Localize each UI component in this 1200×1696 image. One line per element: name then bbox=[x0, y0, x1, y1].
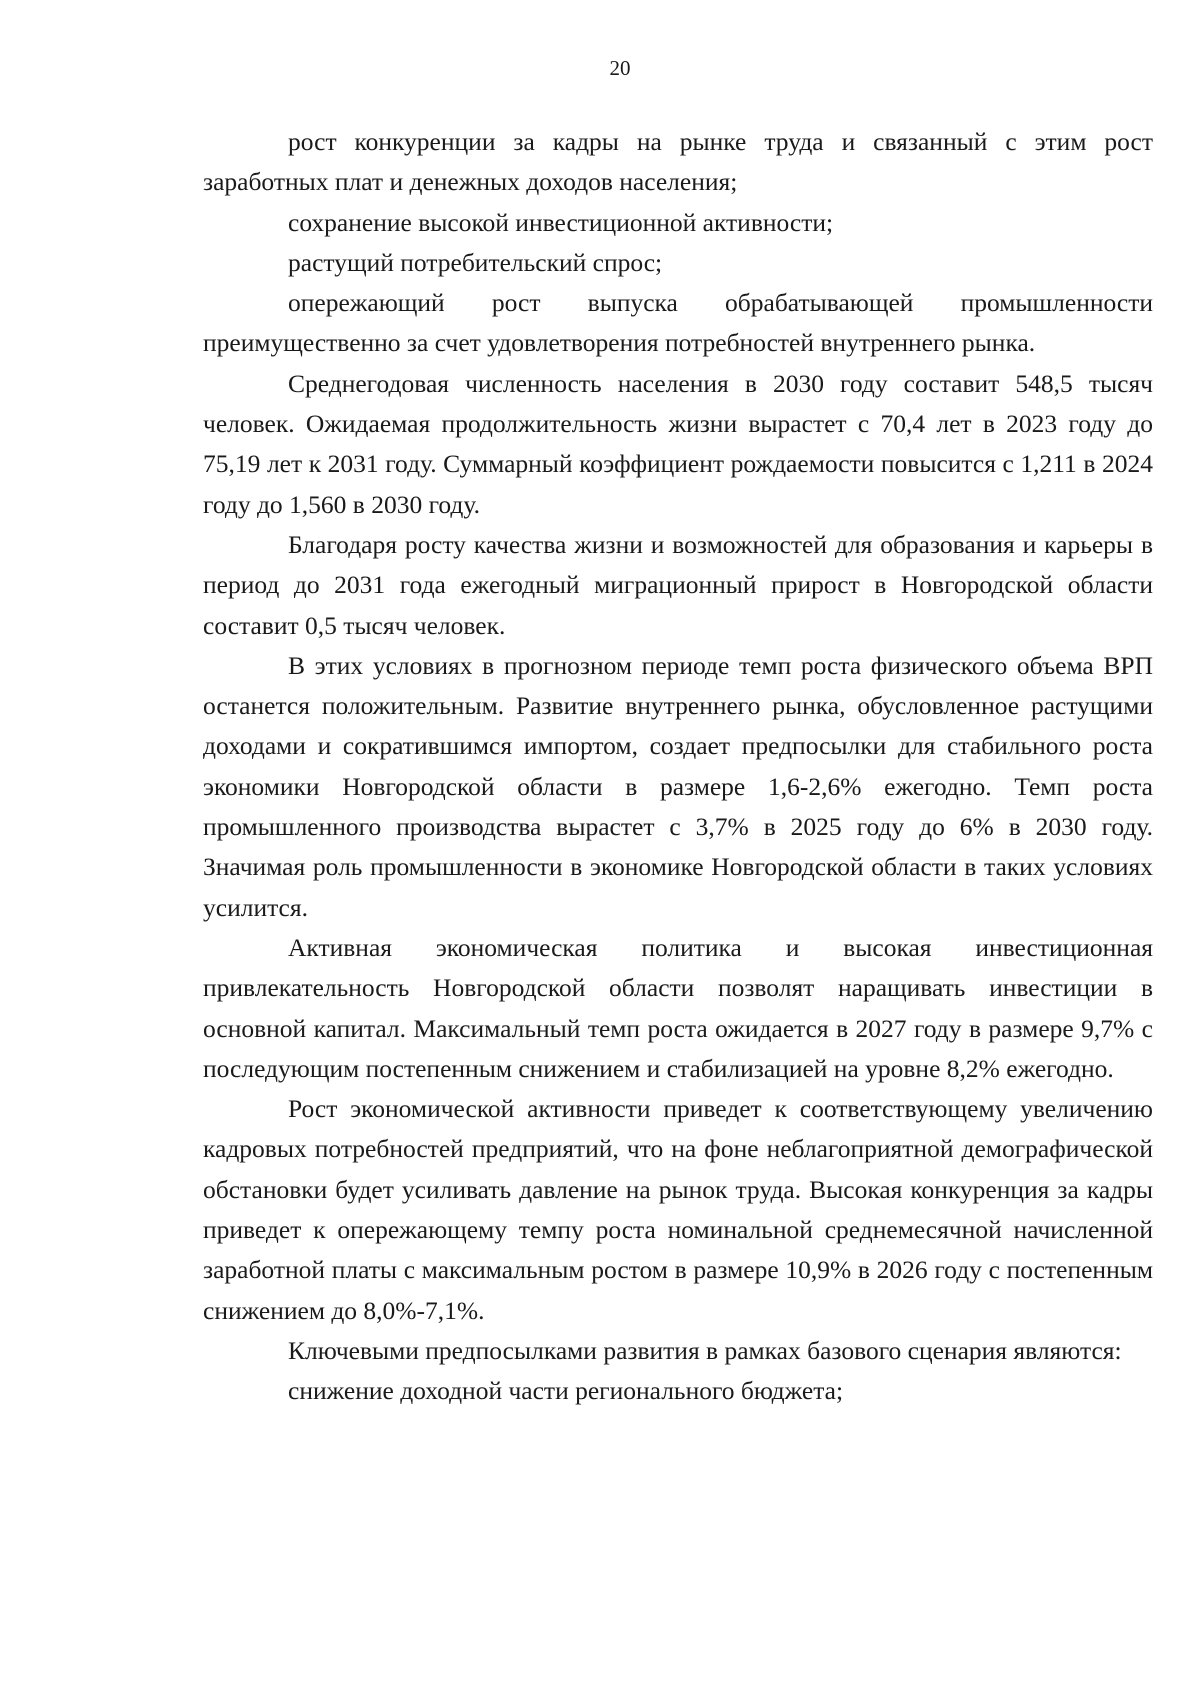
paragraph: В этих условиях в прогнозном периоде темп роста физического объема ВРП останется положительным. Развитие внутреннего рынка, обусловленное растущими доходами и сократившимся импортом, создает предпосылки для стабильного роста экономики Новгородской области в размере 1,6-2,6% ежегодно. Темп роста промышленного производства вырастет с 3,7% в 2025 году до 6% в 2030 году. Значимая роль промышленности в экономике Новгородской области в таких условиях усилится. bbox=[203, 650, 1153, 922]
paragraph: Благодаря росту качества жизни и возможностей для образования и карьеры в период до 2031 года ежегодный миграционный прирост в Новгородской области составит 0,5 тысяч человек. bbox=[203, 529, 1153, 640]
paragraph: Среднегодовая численность населения в 2030 году составит 548,5 тысяч человек. Ожидаемая продолжительность жизни вырастет с 70,4 лет в 2023 году до 75,19 лет к 2031 году. Суммарный коэффициент рождаемости повысится с 1,211 в 2024 году до 1,560 в 2030 году. bbox=[203, 368, 1153, 519]
paragraph: сохранение высокой инвестиционной активности; bbox=[288, 207, 834, 237]
paragraph: Активная экономическая политика и высокая инвестиционная привлекательность Новгородской области позволят наращивать инвестиции в основной капитал. Максимальный темп роста ожидается в 2027 году в размере 9,7% с последующим постепенным снижением и стабилизацией на уровне 8,2% ежегодно. bbox=[203, 932, 1153, 1083]
paragraph: Ключевыми предпосылками развития в рамках базового сценария являются: bbox=[288, 1335, 1122, 1365]
paragraph: рост конкуренции за кадры на рынке труда и связанный с этим рост заработных плат и денежных доходов населения; bbox=[203, 127, 1153, 197]
page-number: 20 bbox=[609, 56, 631, 80]
document-body bbox=[203, 122, 1153, 1412]
paragraph: Рост экономической активности приведет к соответствующему увеличению кадровых потребностей предприятий, что на фоне неблагоприятной демографической обстановки будет усиливать давление на рынок труда. Высокая конкуренция за кадры приведет к опережающему темпу роста номинальной среднемесячной начисленной заработной платы с максимальным ростом в размере 10,9% в 2026 году с постепенным снижением до 8,0%-7,1%. bbox=[203, 1094, 1153, 1325]
paragraph: снижение доходной части регионального бюджета; bbox=[288, 1376, 844, 1406]
paragraph: опережающий рост выпуска обрабатывающей промышленности преимущественно за счет удовлетворения потребностей внутреннего рынка. bbox=[203, 288, 1153, 358]
paragraph: растущий потребительский спрос; bbox=[288, 247, 663, 277]
